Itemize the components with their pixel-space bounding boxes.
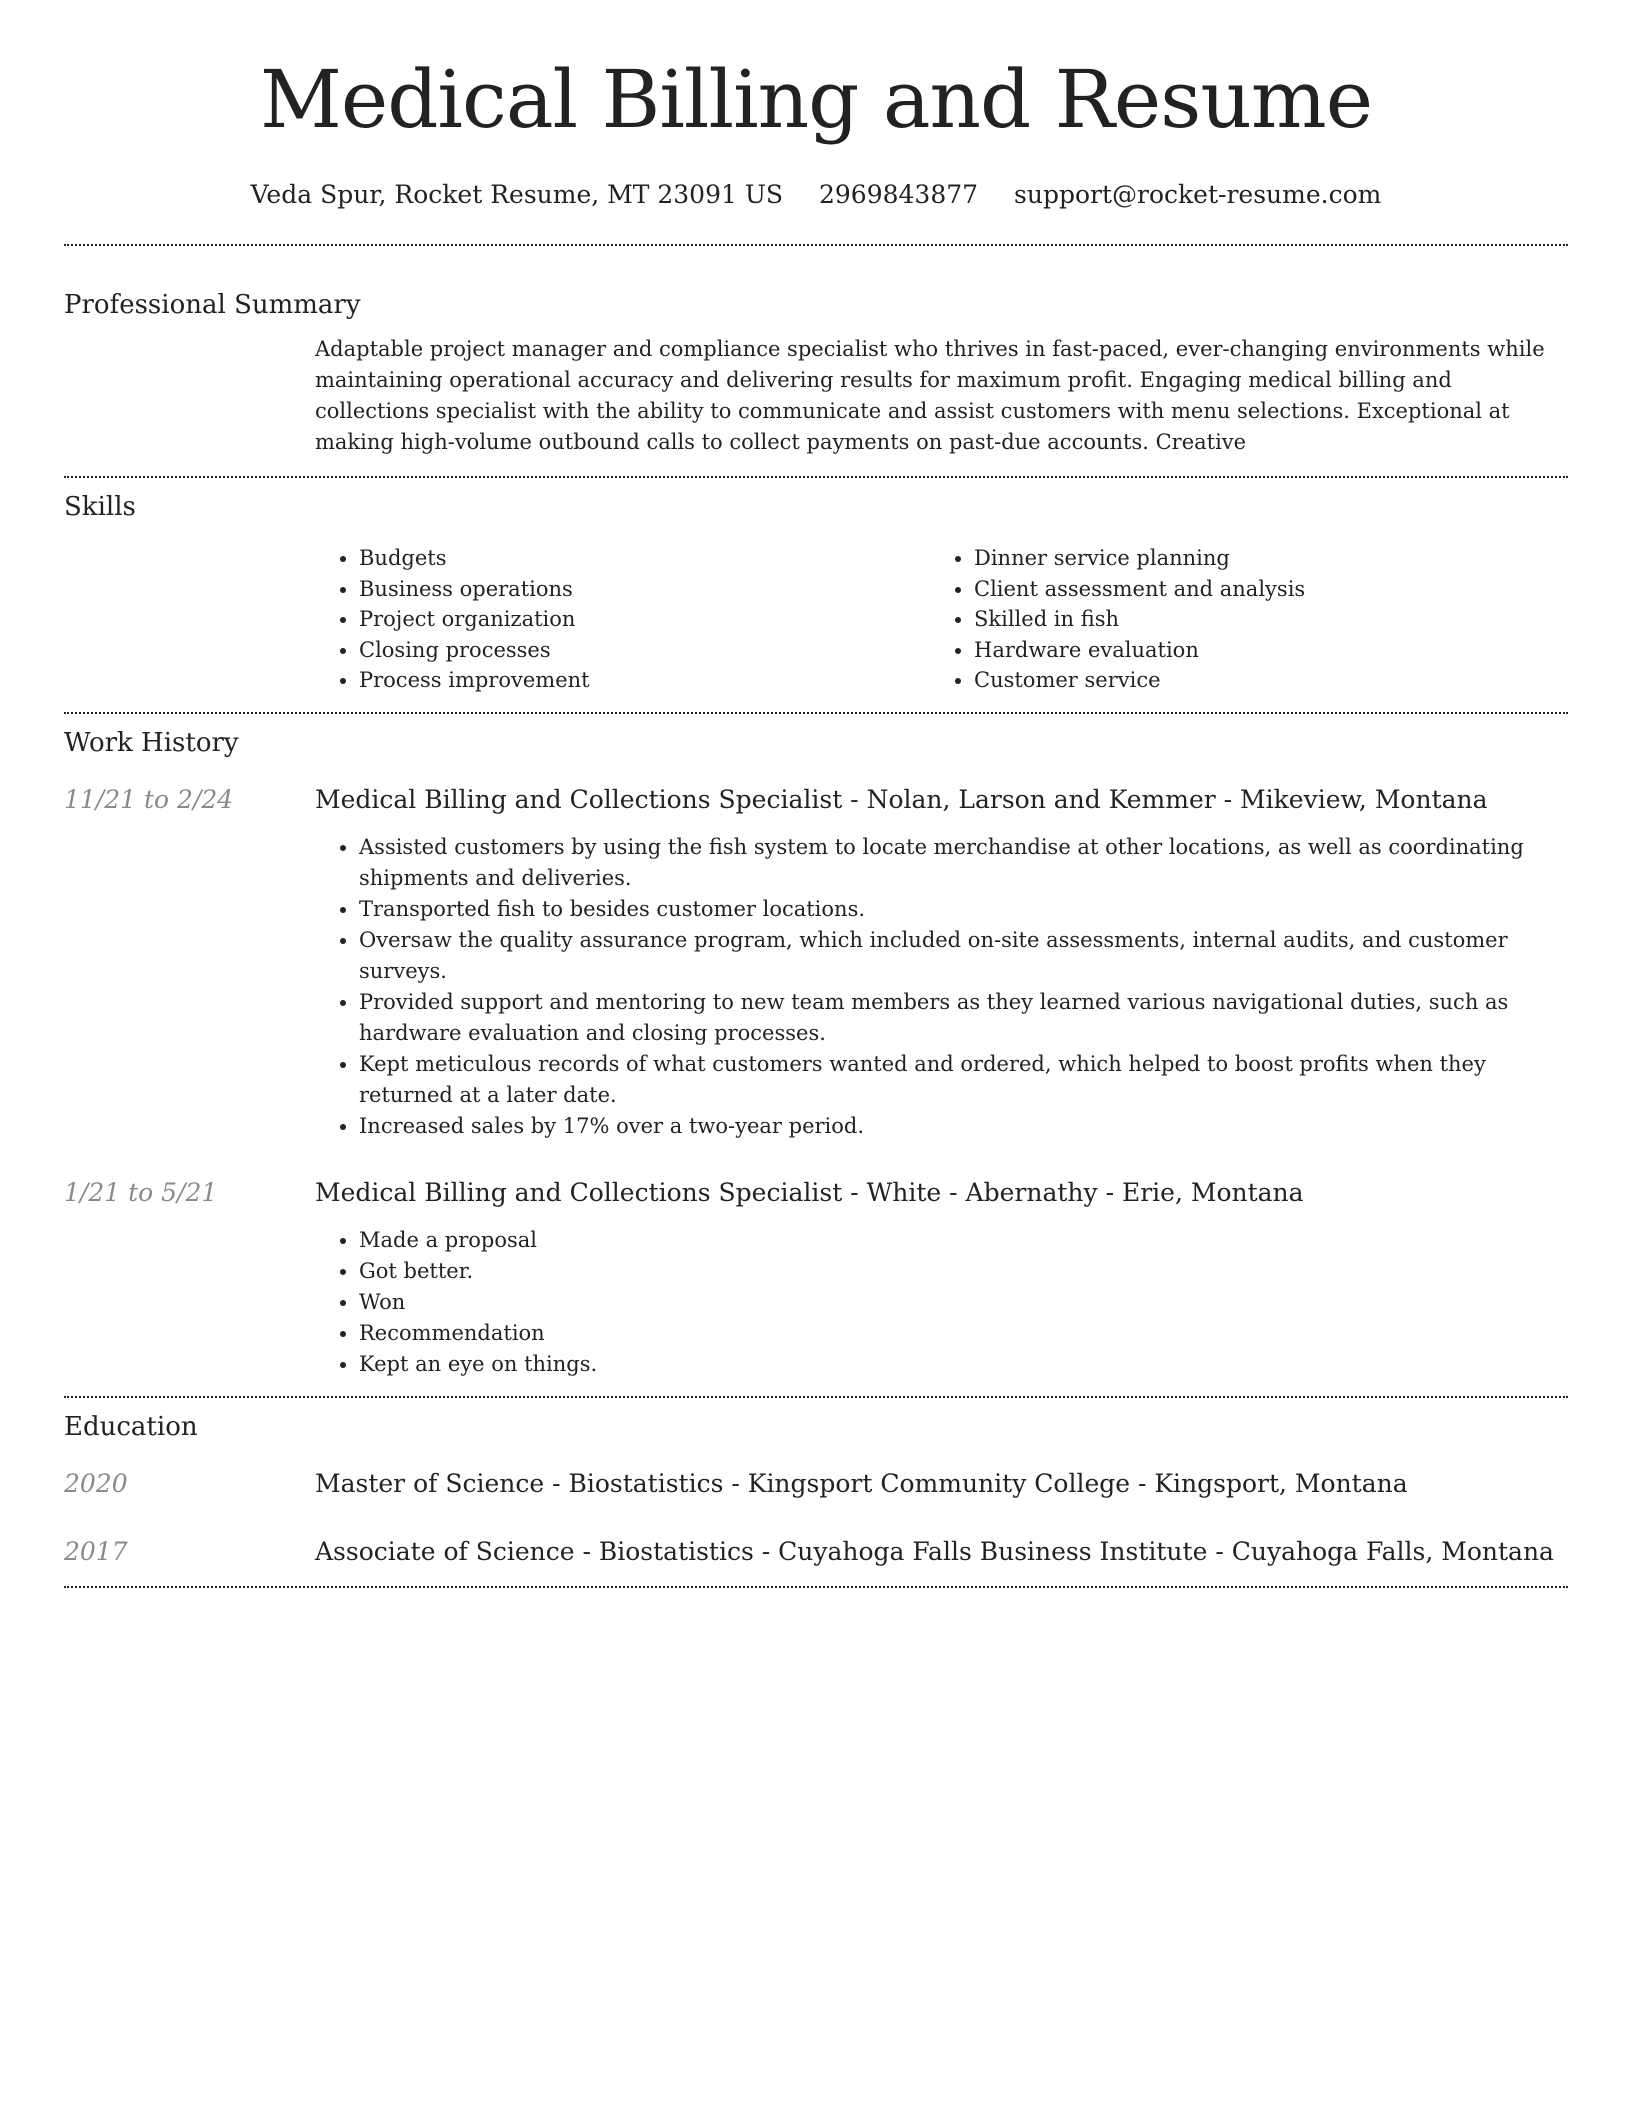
education-section [64, 1411, 1568, 1568]
job-bullet: • Oversaw the quality assurance program, which included on-site assessments, internal audits, and customer surveys. [359, 925, 1568, 987]
job-title: Medical Billing and Collections Specialist - Nolan, Larson and Kemmer - Mikeview, Montana [315, 784, 1488, 814]
skills-list-right [930, 543, 1545, 696]
education-entry [64, 1536, 1568, 1568]
job-bullets [315, 832, 1568, 1142]
skills-grid [315, 543, 1568, 696]
skill-item: • Closing processes [359, 635, 930, 666]
section-divider [64, 476, 1568, 478]
skill-item: • Customer service [974, 665, 1545, 696]
candidate-name: Medical Billing and Resume [259, 53, 1373, 146]
job-entry [64, 1177, 1568, 1380]
job-bullet: • Transported fish to besides customer locations. [359, 894, 1568, 925]
section-divider [64, 712, 1568, 714]
skill-item: • Process improvement [359, 665, 930, 696]
skill-item: • Hardware evaluation [974, 635, 1545, 666]
education-degree: Associate of Science - Biostatistics - Cuyahoga Falls Business Institute - Cuyahoga Falls, Montana [315, 1536, 1554, 1566]
resume-header [64, 0, 1568, 210]
education-year: 2017 [64, 1536, 128, 1566]
education-heading: Education [64, 1411, 198, 1442]
summary-heading: Professional Summary [64, 290, 361, 320]
contact-email: support@rocket-resume.com [1014, 180, 1382, 209]
job-bullet: • Increased sales by 17% over a two-year period. [359, 1111, 1568, 1142]
contact-line [64, 180, 1568, 210]
skill-item: • Client assessment and analysis [974, 574, 1545, 605]
work-section [64, 727, 1568, 1380]
job-bullet: • Provided support and mentoring to new team members as they learned various navigational duties, such as hardware evaluation and closing processes. [359, 987, 1568, 1049]
job-title: Medical Billing and Collections Specialist - White - Abernathy - Erie, Montana [315, 1177, 1304, 1207]
skill-item: • Dinner service planning [974, 543, 1545, 574]
education-year: 2020 [64, 1468, 128, 1498]
job-bullet: • Assisted customers by using the fish system to locate merchandise at other locations, as well as coordinating shipments and deliveries. [359, 832, 1568, 894]
section-divider [64, 244, 1568, 246]
skill-item: • Business operations [359, 574, 930, 605]
summary-text: Adaptable project manager and compliance specialist who thrives in fast-paced, ever-changing environments while maintaining operational accuracy and delivering results for maximum profit. Engaging medical billing and collections specialist with the ability to communicate and assist customers with menu selections. Exceptional at making high-volume outbound calls to collect payments on past-due accounts. Creative [315, 337, 1545, 454]
skills-list-left [315, 543, 930, 696]
job-dates: 11/21 to 2/24 [64, 784, 234, 814]
skills-section [64, 491, 1568, 696]
work-heading: Work History [64, 727, 239, 758]
job-bullet: • Got better. [359, 1256, 1568, 1287]
section-divider [64, 1396, 1568, 1398]
job-bullet: • Made a proposal [359, 1225, 1568, 1256]
job-entry [64, 784, 1568, 1142]
job-bullets [315, 1225, 1568, 1380]
skills-heading: Skills [64, 492, 136, 522]
section-divider [64, 1586, 1568, 1588]
education-entry [64, 1468, 1568, 1500]
job-bullet: • Kept an eye on things. [359, 1349, 1568, 1380]
job-bullet: • Recommendation [359, 1318, 1568, 1349]
job-dates: 1/21 to 5/21 [64, 1177, 218, 1207]
contact-phone: 2969843877 [819, 180, 979, 209]
contact-address: Veda Spur, Rocket Resume, MT 23091 US [250, 180, 784, 209]
skill-item: • Project organization [359, 604, 930, 635]
education-degree: Master of Science - Biostatistics - Kingsport Community College - Kingsport, Montana [315, 1468, 1408, 1498]
skill-item: • Skilled in fish [974, 604, 1545, 635]
summary-section [64, 289, 1568, 458]
job-bullet: • Won [359, 1287, 1568, 1318]
resume-page [64, 0, 1568, 1588]
skill-item: • Budgets [359, 543, 930, 574]
job-bullet: • Kept meticulous records of what customers wanted and ordered, which helped to boost profits when they returned at a later date. [359, 1049, 1568, 1111]
